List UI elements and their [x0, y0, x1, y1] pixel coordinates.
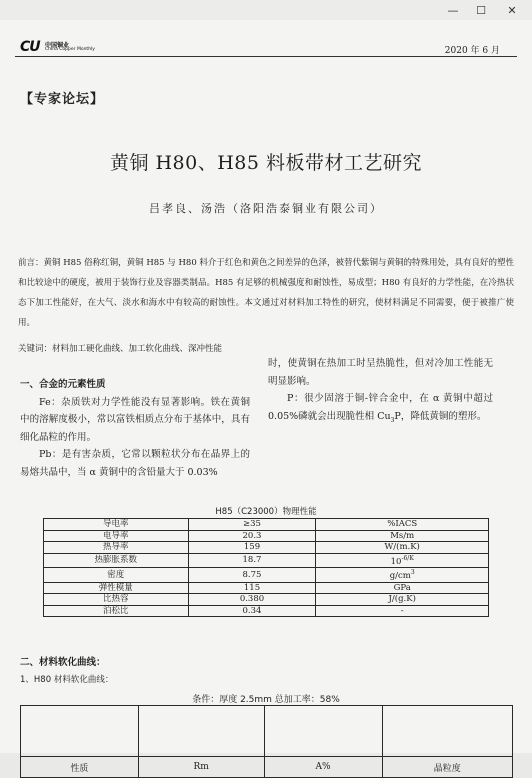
- property-unit-cell: [316, 605, 489, 617]
- table-row: [44, 605, 489, 617]
- unit-text: %IACS: [387, 519, 418, 529]
- property-name-cell: 比热容: [44, 594, 189, 606]
- property-value-cell: ≥35: [188, 519, 316, 531]
- property-value-cell: 159: [188, 542, 316, 554]
- table-cell: [264, 706, 382, 757]
- table-row: [44, 542, 489, 554]
- keywords: 关键词：材料加工硬化曲线、加工软化曲线、深冲性能: [18, 344, 223, 354]
- test-condition: 条件：厚度 2.5mm 总加工率：58%: [192, 695, 340, 705]
- property-name-cell: 热膨胀系数: [44, 553, 189, 567]
- unit-text: W/(m.K): [384, 542, 420, 553]
- property-name-cell: 密度: [44, 568, 189, 582]
- property-value-cell: 115: [188, 582, 316, 594]
- property-name-cell: 导电率: [44, 519, 189, 531]
- property-unit-cell: [316, 519, 489, 531]
- property-name-cell: 弹性模量: [44, 582, 189, 594]
- abstract-text: 前言：黄铜 H85 俗称红铜，黄铜 H85 与 H80 料介于红色和黄色之间差异的色泽，被替代紫铜与黄铜的特殊用处，具有良好的塑性和比较途中的硬度，被用于装饰行业及容器类制品。H85 有足够的机械强度和耐蚀性，易成型；H80 有良好的力学性能，在冷热状态下加工性能好，在大气、淡水和海水中有较高的耐蚀性。本文通过对材料加工特性的研究，使材料满足不同需要，便于被推广使用。: [18, 258, 514, 328]
- table-row: [44, 582, 489, 594]
- table-cell: [382, 706, 512, 757]
- table-header-cell: Rm: [138, 757, 264, 778]
- property-unit-cell: [316, 568, 489, 582]
- property-unit-cell: [316, 530, 489, 542]
- property-value-cell: 0.34: [188, 605, 316, 617]
- property-unit-cell: [316, 594, 489, 606]
- issue-date: 2020 年 6 月: [444, 46, 500, 56]
- unit-text: GPa: [393, 582, 411, 593]
- table-row: [44, 530, 489, 542]
- close-icon[interactable]: ✕: [507, 3, 517, 17]
- article-title: 黄铜 H80、H85 料板带材工艺研究: [109, 152, 423, 174]
- logo-chinese-name: 中国铜业: [45, 42, 70, 49]
- property-unit-cell: [316, 553, 489, 567]
- table-row: [44, 519, 489, 531]
- table-header-cell: A%: [264, 757, 382, 778]
- paragraph-p: [268, 390, 493, 429]
- paragraph-fe: Fe：杂质铁对力学性能没有显著影响。铁在黄铜中的溶解度极小，常以富铁相质点分布于基体中，具有细化晶粒的作用。: [20, 396, 250, 443]
- header-rule: [15, 56, 517, 57]
- table-header-cell: 性质: [21, 757, 139, 778]
- unit-text: 10: [390, 556, 402, 567]
- column-tag: 【专家论坛】: [20, 92, 105, 107]
- property-name-cell: 电导率: [44, 530, 189, 542]
- subsection-heading-h80: 1、H80 材料软化曲线：: [20, 675, 114, 685]
- paragraph-p-subscript: 3: [390, 416, 395, 424]
- unit-text: -: [400, 605, 404, 616]
- abstract: [18, 253, 514, 333]
- unit-text: J/(g.K): [388, 594, 416, 605]
- property-name-cell: 泊松比: [44, 605, 189, 617]
- property-value-cell: 18.7: [188, 553, 316, 567]
- paragraph-pb: Pb：是有害杂质，它常以颗粒状分布在晶界上的易熔共晶中，当 α 黄铜中的含铅量大于 0.03%: [20, 449, 250, 478]
- left-column: [20, 376, 250, 481]
- section-heading-softening: 二、材料软化曲线：: [20, 657, 106, 668]
- document-page: [0, 20, 532, 774]
- property-value-cell: 0.380: [188, 594, 316, 606]
- maximize-icon[interactable]: ☐: [476, 3, 486, 17]
- table-row: [44, 553, 489, 567]
- window-title-bar: [0, 0, 532, 20]
- article-authors: 吕孝良、汤浩（洛阳浩泰铜业有限公司）: [149, 202, 383, 215]
- logo-mark: CU: [20, 39, 40, 55]
- paragraph-p-text-end: P，降低黄铜的塑形。: [394, 410, 487, 422]
- table-cell: [21, 706, 139, 757]
- unit-superscript: 3: [410, 569, 415, 577]
- table-row: [44, 594, 489, 606]
- paragraph-p-text: P：很少固溶于铜-锌合金中，在 α 黄铜中超过 0.05%磷就会出现脆性相 Cu: [268, 393, 493, 422]
- property-unit-cell: [316, 542, 489, 554]
- journal-logo: [20, 39, 95, 55]
- properties-table-caption: H85（C23000）物理性能: [215, 507, 317, 517]
- property-value-cell: 8.75: [188, 568, 316, 582]
- unit-text: Ms/m: [390, 530, 415, 541]
- minimize-icon[interactable]: —: [447, 3, 459, 17]
- property-unit-cell: [316, 582, 489, 594]
- section-heading-elements: 一、合金的元素性质: [20, 379, 106, 390]
- table-header-row: [21, 757, 513, 778]
- table-header-cell: 晶粒度: [382, 757, 512, 778]
- unit-superscript: -6/K: [401, 554, 414, 562]
- paragraph-pb-continued: 时，使黄铜在热加工时呈热脆性，但对冷加工性能无明显影响。: [268, 358, 493, 387]
- unit-text: g/cm: [389, 571, 411, 582]
- table-cell: [138, 706, 264, 757]
- properties-table: [43, 518, 489, 617]
- logo-english-name: China Copper Monthly: [45, 47, 95, 52]
- table-row: [44, 568, 489, 582]
- table-row: [21, 706, 513, 757]
- softening-table: [20, 705, 513, 778]
- right-column: [268, 355, 493, 429]
- property-name-cell: 热导率: [44, 542, 189, 554]
- property-value-cell: 20.3: [188, 530, 316, 542]
